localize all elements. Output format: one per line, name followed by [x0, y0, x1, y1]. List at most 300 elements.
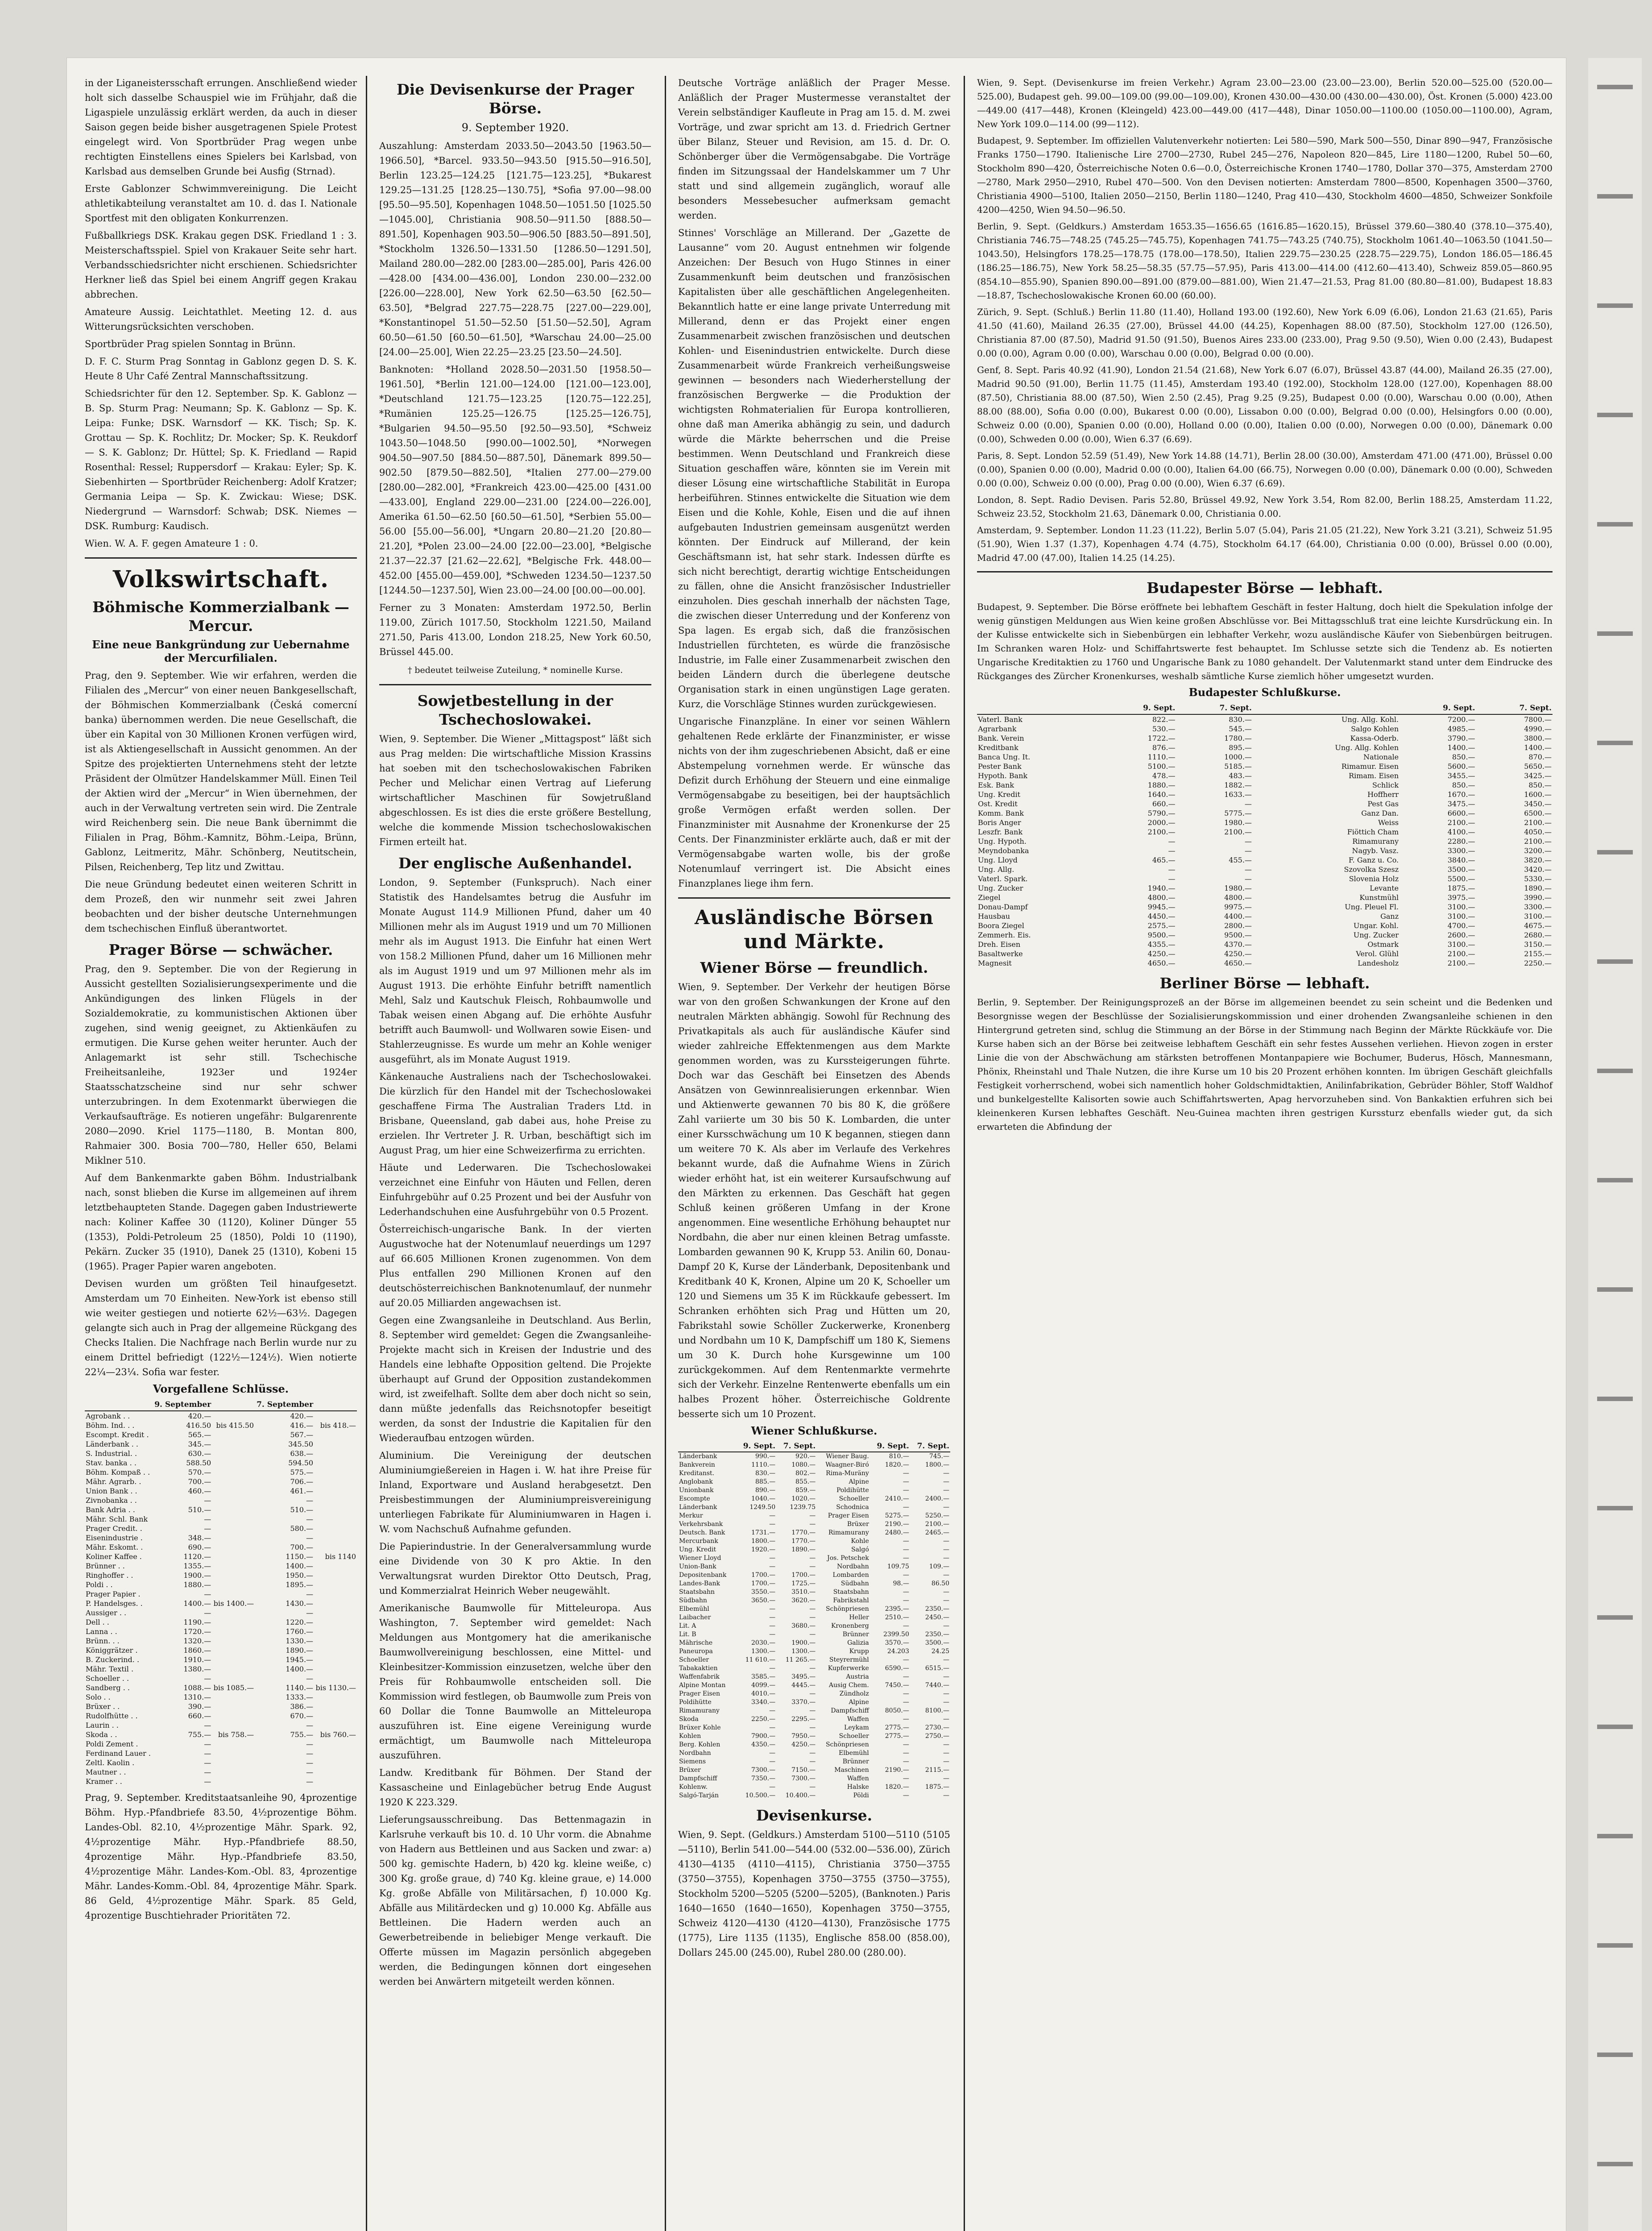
article-heading-vienna-exchange: Wiener Börse — freundlich. — [700, 959, 928, 976]
column-3 — [678, 76, 950, 1963]
table-cell: Slovenia Holz — [1349, 875, 1399, 883]
table-cell: — — [1168, 875, 1176, 883]
table-cell: Magnesit — [978, 959, 1012, 967]
table-cell: 11 610.— — [745, 1656, 776, 1663]
table-cell: 2000.— — [1147, 818, 1176, 827]
edge-text-mark — [1597, 741, 1633, 745]
article-heading-soviet: Sowjetbestellung in der Tschechoslowakei. — [417, 692, 613, 728]
table-row — [678, 1554, 950, 1563]
table-cell: — — [903, 1470, 909, 1477]
table-row — [678, 1681, 950, 1690]
table-cell: 5650.— — [1524, 762, 1552, 771]
table-cell — [212, 1674, 255, 1683]
table-cell: — — [769, 1614, 776, 1621]
table-cell: 3990.— — [1524, 893, 1552, 902]
closings-header — [212, 1399, 255, 1411]
table-cell: 6590.— — [885, 1665, 909, 1672]
table-cell: F. Ganz u. Co. — [1349, 856, 1399, 864]
table-cell — [314, 1599, 357, 1608]
table-cell — [212, 1439, 255, 1449]
table-cell: Lanna . . — [86, 1627, 117, 1636]
table-cell: — — [204, 1496, 211, 1505]
table-row — [678, 1622, 950, 1630]
devisen-paragraph-2: Banknoten: *Holland 2028.50—2031.50 [1958.50—1961.50], *Berlin 121.00—124.00 [121.00—123.00], *Deutschland 121.75—123.25 [120.75—122.25], *Rumänien 125.25—126.75 [125.25—126.75], *Bulgarien 94.50—95.50 [92.50—93.50], *Schweiz 1043.50—1048.50 [990.00—1002.50], *Norwegen 904.50—907.50 [884.50—887.50], Dänemark 899.50—902.50 [879.50—882.50], *Italien 277.00—279.00 [280.00—282.00], *Frankreich 423.00—425.00 [431.00—433.00], England 229.00—231.00 [224.00—226.00], Amerika 61.50—62.50 [60.50—61.50], *Serbien 55.00—56.00 [55.00—56.00], *Ungarn 20.80—21.20 [20.80—21.20], *Polen 23.00—24.00 [22.00—23.00], *Belgische 21.37—22.37 [21.62—22.62], *Belgische Frk. 448.00—452.00 [455.00—459.00], *Schweden 1234.50—1237.50 [1244.50—1237.50], Wien 23.00—24.00 [00.00—00.00]. — [379, 364, 651, 596]
table-cell: 3300.— — [1524, 903, 1552, 911]
table-row — [85, 1430, 357, 1439]
table-cell: — — [903, 1555, 909, 1562]
table-cell: Hausbau — [978, 912, 1010, 921]
table-row — [85, 1702, 357, 1711]
table-cell: Leszfr. Bank — [978, 828, 1023, 836]
table-cell — [212, 1430, 255, 1439]
table-cell: Länderbank — [679, 1453, 717, 1460]
table-cell: 706.— — [290, 1477, 314, 1486]
table-row — [85, 1608, 357, 1617]
table-row — [678, 1758, 950, 1766]
table-row — [85, 1749, 357, 1758]
table-row — [85, 1543, 357, 1552]
table-row — [678, 1546, 950, 1554]
table-row — [977, 827, 1553, 837]
table-cell: 3100.— — [1447, 940, 1475, 949]
table-cell: 345.— — [188, 1440, 211, 1448]
table-row — [678, 1469, 950, 1478]
table-cell: Salgó — [851, 1546, 869, 1553]
prague-paragraph-3: Devisen wurden um größten Teil hinaufgesetzt. Amsterdam um 70 Einheiten. New-York ist ebenso still wie weiter gestiegen und notierte 62½—63½. Dagegen gelangte sich auch in Prag der allgemeine Rückgang des Checks Italien. Die Nachfrage nach Berlin wurde nur zu einem Drittel befriedigt (122½—124½). Wien notierte 22¼—23¼. Sofia war fester. — [85, 1278, 357, 1377]
table-cell: Vaterl. Spark. — [978, 875, 1028, 883]
table-cell: — — [769, 1563, 776, 1570]
table-cell: Ung. Zucker — [1353, 931, 1399, 939]
table-cell: — — [903, 1478, 909, 1485]
table-cell: — — [306, 1496, 314, 1505]
table-cell: 1150.— — [286, 1552, 314, 1561]
table-cell — [314, 1627, 357, 1636]
table-cell: 2350.— — [925, 1631, 949, 1638]
table-row — [678, 1775, 950, 1783]
table-cell: 3570.— — [885, 1639, 909, 1646]
table-cell: — — [306, 1777, 314, 1786]
table-cell: — — [306, 1515, 314, 1523]
table-row — [678, 1647, 950, 1656]
table-cell: 11 265.— — [785, 1656, 816, 1663]
edge-text-mark — [1597, 1943, 1633, 1948]
table-cell: 6500.— — [1524, 809, 1552, 817]
prague-paragraph-2: Auf dem Bankenmarkte gaben Böhm. Industrialbank nach, sonst blieben die Kurse im allgemeinen auf ihrem letztbehaupteten Stande. Dagegen gaben Industriewerte nach: Koliner Kaffee 30 (1120), Koliner Dünger 55 (1353), Poldi-Petroleum 25 (1850), Poldi 10 (1190), Pekärn. Zucker 35 (1910), Danek 25 (1310), Kobeni 15 (1965). Prager Papier waren angeboten. — [85, 1173, 357, 1272]
table-cell: — — [204, 1758, 211, 1767]
table-cell: 6600.— — [1447, 809, 1475, 817]
edge-text-mark — [1597, 1397, 1633, 1401]
table-row — [85, 1655, 357, 1664]
table-cell: Ostmark — [1367, 940, 1399, 949]
table-cell: 859.— — [795, 1487, 816, 1494]
budapest-header: 7. Sept. — [1476, 703, 1553, 714]
table-cell: Kupferwerke — [828, 1665, 869, 1672]
table-row — [85, 1627, 357, 1636]
table-cell: 2155.— — [1524, 950, 1552, 958]
table-cell: 3100.— — [1447, 903, 1475, 911]
table-cell: 850.— — [1452, 753, 1475, 761]
table-cell: 1900.— — [183, 1571, 211, 1580]
table-cell: Galizia — [847, 1639, 869, 1646]
table-cell: 2100.— — [1447, 959, 1475, 967]
table-cell: Länderbank . . — [86, 1440, 138, 1448]
table-cell: Escompte — [679, 1495, 710, 1502]
article-heading-prague-exchange: Prager Börse — schwächer. — [108, 941, 333, 958]
section-heading-foreign-exchanges: Ausländische Börsen und Märkte. — [695, 906, 934, 953]
table-cell: Königgrätzer . — [86, 1646, 138, 1655]
table-cell: — — [306, 1721, 314, 1729]
table-cell: — — [903, 1716, 909, 1723]
table-row — [678, 1664, 950, 1673]
table-cell: 2510.— — [885, 1614, 909, 1621]
devisen-paragraph-1: Auszahlung: Amsterdam 2033.50—2043.50 [1963.50—1966.50], *Barcel. 933.50—943.50 [915.50—916.50], Berlin 123.25—124.25 [121.75—123.25], *Bukarest 129.25—131.25 [128.25—130.75], *Sofia 97.00—98.00 [95.50—95.50], Kopenhagen 1048.50—1051.50 [1025.50—1045.00], Christiania 908.50—911.50 [888.50—891.50], Kopenhagen 903.50—906.50 [883.50—891.50], *Stockholm 1326.50—1331.50 [1286.50—1291.50], Mailand 280.00—282.00 [283.00—285.00], Paris 426.00—428.00 [434.00—436.00], London 230.00—232.00 [226.00—228.00], New York 62.50—63.50 [62.50—63.50], *Belgrad 227.75—228.75 [227.00—229.00], *Konstantinopel 51.50—52.50 [51.50—52.50], Agram 60.50—61.50 [60.50—61.50], *Warschau 24.00—25.00 [24.00—25.00], Wien 22.25—23.25 [23.50—24.50]. — [379, 141, 651, 357]
table-cell: 98.— — [893, 1580, 909, 1587]
table-cell: Kramer . . — [86, 1777, 122, 1786]
table-cell — [212, 1571, 255, 1580]
table-row — [678, 1656, 950, 1664]
table-row — [85, 1589, 357, 1599]
trade-paragraph-9: Landw. Kreditbank für Böhmen. Der Stand der Kassascheine und Einlagebücher betrug Ende August 1920 K 223.329. — [379, 1767, 651, 1808]
table-row — [678, 1520, 950, 1529]
table-cell: 3800.— — [1524, 734, 1552, 742]
table-cell: 830.— — [755, 1470, 776, 1477]
edge-text-mark — [1597, 631, 1633, 636]
table-cell — [314, 1589, 357, 1599]
table-cell: Esk. Bank — [978, 781, 1014, 789]
table-row — [85, 1524, 357, 1533]
table-cell: Bank. Verein — [978, 734, 1024, 742]
table-cell: 416.50 — [186, 1421, 211, 1430]
table-cell: 700.— — [188, 1477, 211, 1486]
table-cell: 3820.— — [1524, 856, 1552, 864]
table-cell: 2190.— — [885, 1767, 909, 1774]
table-cell: Pöldi — [853, 1792, 869, 1799]
table-cell: 4985.— — [1447, 725, 1475, 733]
table-row — [678, 1639, 950, 1647]
table-cell: — — [943, 1775, 949, 1782]
table-cell: Unionbank — [679, 1487, 714, 1494]
table-cell: Verkehrsbank — [679, 1521, 723, 1528]
table-cell — [212, 1468, 255, 1477]
bank-paragraph-2: Die neue Gründung bedeutet einen weiteren Schritt in dem Prozeß, den wir nunmehr seit zwei Jahren beobachten und der bisher deutsche Unternehmungen dem tschechischen Einfluß überantwortet. — [85, 879, 357, 934]
table-cell: bis 1085.— — [213, 1684, 254, 1692]
table-cell: — — [306, 1740, 314, 1748]
budapest-header: 7. Sept. — [1176, 703, 1252, 714]
table-cell: 660.— — [1152, 800, 1176, 808]
table-cell: 4990.— — [1524, 725, 1552, 733]
table-cell: — — [204, 1721, 211, 1729]
sport-paragraph-8: Wien. W. A. F. gegen Amateure 1 : 0. — [85, 538, 258, 549]
table-cell: Alpine Montan — [679, 1682, 726, 1689]
table-row — [85, 1505, 357, 1514]
budapest-header: 9. Sept. — [1399, 703, 1476, 714]
table-cell: Schodnica — [836, 1504, 869, 1511]
table-cell: Rimamurany — [679, 1707, 720, 1714]
table-cell: — — [943, 1792, 949, 1799]
table-cell: Brünn. . . — [86, 1637, 120, 1645]
table-cell: 2100.— — [925, 1521, 949, 1528]
table-cell: 2680.— — [1524, 931, 1552, 939]
table-row — [678, 1588, 950, 1597]
table-cell: Fiöttich Cham — [1347, 828, 1399, 836]
table-cell: 850.— — [1452, 781, 1475, 789]
fx-paragraph-4: Zürich, 9. Sept. (Schluß.) Berlin 11.80 (11.40), Holland 193.00 (192.60), New York 6.09 (6.06), London 21.63 (21.65), Paris 41.50 (41.60), Mailand 26.35 (27.00), Brüssel 44.00 (44.25), Kopenhagen 88.00 (87.50), Stockholm 127.00 (126.50), Christiania 87.00 (87.50), Madrid 91.50 (91.50), Buenos Aires 233.00 (233.00), Prag 9.50 (9.50), Wien 0.00 (2.43), Budapest 0.00 (0.00), Agram 0.00 (0.00), Warschau 0.00 (0.00), Belgrad 0.00 (0.00). — [977, 307, 1553, 359]
table-cell: Levante — [1370, 884, 1399, 892]
table-cell — [314, 1664, 357, 1674]
table-cell: — — [204, 1674, 211, 1683]
table-cell: 4050.— — [1524, 828, 1552, 836]
table-cell — [314, 1477, 357, 1486]
table-cell: 890.— — [755, 1487, 776, 1494]
table-cell: 1330.— — [286, 1637, 314, 1645]
table-row — [85, 1646, 357, 1655]
table-cell: — — [809, 1665, 816, 1672]
table-cell: Banca Ung. It. — [978, 753, 1031, 761]
table-cell — [212, 1664, 255, 1674]
table-cell: 1400.— — [286, 1665, 314, 1673]
table-cell — [212, 1477, 255, 1486]
table-cell: — — [943, 1487, 949, 1494]
table-cell: — — [809, 1750, 816, 1757]
table-cell: — — [306, 1749, 314, 1758]
table-cell: Poldi . . — [86, 1580, 113, 1589]
table-row — [678, 1707, 950, 1715]
table-cell: Prager Eisen — [679, 1690, 720, 1697]
table-cell: 1640.— — [1147, 790, 1176, 799]
table-cell: 2115.— — [925, 1767, 949, 1774]
edge-text-mark — [1597, 959, 1633, 964]
table-cell: 1770.— — [791, 1529, 816, 1536]
table-cell: Anglobank — [679, 1478, 713, 1485]
table-cell: Schoeller . . — [86, 1674, 129, 1683]
table-row — [977, 958, 1553, 968]
table-cell: 4100.— — [1447, 828, 1475, 836]
edge-text-mark — [1597, 850, 1633, 854]
closings-body — [85, 1411, 357, 1786]
table-cell: Nationale — [1363, 753, 1399, 761]
table-row — [85, 1767, 357, 1777]
table-cell: Ung. Kredit — [978, 790, 1021, 799]
table-cell: 2465.— — [925, 1529, 949, 1536]
table-cell: Ferdinand Lauer . — [86, 1749, 151, 1758]
vienna-closing-body — [678, 1452, 950, 1800]
berlin-paragraph: Berlin, 9. September. Der Reinigungsprozeß an der Börse im allgemeinen beendet zu sein scheint und die Bedenken und Besorgnisse wegen der Beschlüsse der Sozialisierungskommission und einer drohenden Zwangsanleihe schienen in den Hintergrund getreten sind, schlug die Stimmung an der Börse in der Stimmung nach Beginn der Märkte Rückkäufe vor. Die Kurse haben sich an der Börse bei zeitweise lebhaftem Geschäft ein sehr festes Aussehen verliehen. Hievon zogen in erster Linie die von der Abschwächung am stärksten betroffenen Montanpapiere wie Bochumer, Buderus, Hösch, Mannesmann, Phönix, Rheinstahl und Thale Nutzen, die ihre Kurse um 10 bis 20 Prozent erhöhen konnten. Im übrigen Geschäft gleichfalls Festigkeit vorherrschend, wobei sich namentlich hoher Goldschmidtaktien, Anilinfabrikation, Gebrüder Böhler, Stoff Waldhof und bunkelgestellte Kalisorten sowie auch Schiffahrtswerten, Apag hervorzuheben sind. Von Bankaktien erfuhren sich bei kleinenkeren Kursen lebhaftes Geschäft. Neu-Guinea machten ihren gestrigen Kurssturz ebenfalls wieder gut, da sich erwarteten die Abfindung der — [977, 997, 1553, 1132]
table-cell: Kreditanst. — [679, 1470, 715, 1477]
table-cell: — — [809, 1758, 816, 1765]
table-row — [678, 1791, 950, 1800]
table-cell: 1430.— — [286, 1599, 314, 1608]
column-4 — [977, 76, 1553, 1136]
table-cell — [212, 1711, 255, 1721]
trade-paragraph-10: Lieferungsausschreibung. Das Bettenmagazin in Karlsruhe verkauft bis 10. d. 10 Uhr vorm. die Abnahme von Hadern aus Bettleinen und aus Sacken und zwar: a) 500 kg. gemischte Hadern, b) 420 kg. kleine weiße, c) 300 Kg. große graue, d) 740 Kg. kleine graue, e) 14.000 Kg. große Abfälle von Militärsachen, f) 10.000 Kg. Abfälle aus Militärdecken und g) 10.000 Kg. Abfälle aus Bettleinen. Die Hadern werden auch an Gewerbetreibende in beliebiger Menge verkauft. Die Offerte müssen im Magazin persönlich abgegeben werden, die Bedingungen können dort eingesehen werden bei Anwärtern mitgeteilt werden können. — [379, 1814, 651, 1987]
article-heading-berlin-exchange: Berliner Börse — lebhaft. — [1159, 975, 1370, 992]
table-row — [678, 1486, 950, 1495]
table-cell: 7800.— — [1524, 715, 1552, 724]
table-cell: Sandberg . . — [86, 1684, 130, 1692]
table-cell — [212, 1561, 255, 1571]
table-cell: 822.— — [1152, 715, 1176, 724]
table-cell: 2295.— — [791, 1716, 816, 1723]
table-cell: Rimamur. Eisen — [1341, 762, 1399, 771]
table-cell: Länderbank — [679, 1504, 717, 1511]
table-cell — [212, 1655, 255, 1664]
table-row — [678, 1749, 950, 1758]
table-row — [977, 809, 1553, 818]
table-cell: 670.— — [290, 1712, 314, 1720]
table-cell: 2250.— — [1524, 959, 1552, 967]
table-cell: 4250.— — [1147, 950, 1176, 958]
table-cell: — — [1244, 837, 1252, 846]
table-row — [85, 1730, 357, 1739]
table-cell: Siemens — [679, 1758, 706, 1765]
table-row — [678, 1766, 950, 1775]
table-cell: Ung. Allg. Kohlen — [1335, 743, 1399, 752]
table-cell: — — [943, 1555, 949, 1562]
table-cell: — — [943, 1470, 949, 1477]
table-cell: 1120.— — [183, 1552, 211, 1561]
table-row — [678, 1512, 950, 1520]
table-row — [85, 1711, 357, 1721]
table-cell: 2775.— — [885, 1733, 909, 1740]
table-cell: 3100.— — [1524, 912, 1552, 921]
table-cell: 4800.— — [1224, 893, 1252, 902]
closings-table — [85, 1399, 357, 1786]
table-cell: 1890.— — [286, 1646, 314, 1655]
table-cell: bis 1140 — [325, 1552, 356, 1561]
table-cell: 2575.— — [1147, 921, 1176, 930]
table-row — [977, 818, 1553, 827]
table-cell: Kohlen — [679, 1733, 701, 1740]
edge-text-mark — [1597, 1178, 1633, 1182]
table-cell: 1000.— — [1224, 753, 1252, 761]
table-cell: Vaterl. Bank — [978, 715, 1023, 724]
table-cell: — — [306, 1590, 314, 1598]
table-cell: 5775.— — [1224, 809, 1252, 817]
table-cell: 1400.— — [286, 1562, 314, 1570]
table-cell: Ganz Dan. — [1361, 809, 1399, 817]
table-cell: — — [769, 1750, 776, 1757]
bonds-paragraph: Prag, 9. September. Kreditstaatsanleihe 90, 4prozentige Böhm. Hyp.-Pfandbriefe 83.50, 4½prozentige Böhm. Landes-Obl. 82.10, 4½prozentige Mähr. Spark. 92, 4½prozentige Mähr. Hyp.-Pfandbriefe 88.50, 4prozentige Mähr. Hyp.-Pfandbriefe 83.50, 4½prozentige Mähr. Landes-Kom.-Obl. 83, 4prozentige Mähr. Landes-Komm.-Obl. 84, 4prozentige Mähr. Spark. 86 Geld, 4½prozentige Mähr. Spark. 85 Geld, 4prozentige Buschtiehrader Prioritäten 72. — [85, 1792, 357, 1921]
table-cell: 4250.— — [791, 1741, 816, 1748]
table-cell — [314, 1411, 357, 1421]
fx-paragraph-5: Genf, 8. Sept. Paris 40.92 (41.90), London 21.54 (21.68), New York 6.07 (6.07), Brüssel 43.87 (44.00), Mailand 26.35 (27.00), Madrid 90.50 (91.00), Berlin 11.75 (11.45), Amsterdam 193.40 (192.00), Stockholm 128.00 (127.00), Kopenhagen 88.00 (87.50), Christiania 88.00 (87.50), Wien 2.50 (2.45), Prag 9.25 (9.25), Budapest 0.00 (0.00), Warschau 0.00 (0.00), Athen 88.00 (88.00), Sofia 0.00 (0.00), Bukarest 0.00 (0.00), Lissabon 0.00 (0.00), Belgrad 0.00 (0.00), Helsingfors 0.00 (0.00), Schweiz 0.00 (0.00), Spanien 0.00 (0.00), Holland 0.00 (0.00), Italien 0.00 (0.00), Norwegen 0.00 (0.00), Dänemark 0.00 (0.00), Schweden 0.00 (0.00), Wien 6.37 (6.69). — [977, 365, 1553, 444]
divider — [379, 684, 651, 685]
table-cell — [212, 1496, 255, 1505]
table-row — [85, 1739, 357, 1749]
table-row — [977, 790, 1553, 799]
table-cell: — — [943, 1504, 949, 1511]
table-cell: Boris Anger — [978, 818, 1021, 827]
table-cell: Waffen — [847, 1775, 869, 1782]
table-cell: — — [1168, 865, 1176, 874]
table-row — [977, 912, 1553, 921]
table-cell: 3370.— — [791, 1699, 816, 1706]
table-cell: 1700.— — [751, 1572, 776, 1579]
table-cell: 594.50 — [288, 1459, 314, 1467]
table-cell: — — [903, 1572, 909, 1579]
article-heading-devisen: Die Devisenkurse der Prager Börse. — [397, 81, 634, 117]
fx-paragraph-8: Amsterdam, 9. September. London 11.23 (11.22), Berlin 5.07 (5.04), Paris 21.05 (21.22), New York 3.21 (3.21), Schweiz 51.95 (51.90), Wien 1.37 (1.37), Kopenhagen 4.74 (4.75), Stockholm 64.17 (64.00), Christiania 0.00 (0.00), Brüssel 0.00 (0.00), Madrid 47.00 (47.00), Italien 14.25 (14.25). — [977, 525, 1553, 563]
table-cell: Ung. Hypoth. — [978, 837, 1027, 846]
table-cell: 745.— — [929, 1453, 949, 1460]
table-row — [977, 893, 1553, 902]
table-cell: 3500.— — [1447, 865, 1475, 874]
table-cell: bis 758.— — [218, 1730, 254, 1739]
table-cell: Kunstmühl — [1359, 893, 1399, 902]
table-cell: Fabrikstahl — [833, 1597, 869, 1604]
table-cell: — — [943, 1741, 949, 1748]
table-row — [85, 1580, 357, 1589]
table-cell — [212, 1627, 255, 1636]
table-cell: Lit. A — [679, 1622, 696, 1630]
table-cell: 588.50 — [186, 1459, 211, 1467]
table-cell: 1882.— — [1224, 781, 1252, 789]
table-cell: — — [769, 1707, 776, 1714]
table-cell: 4010.— — [751, 1690, 776, 1697]
column-2 — [379, 76, 651, 1992]
table-cell: Laibacher — [679, 1614, 711, 1621]
table-row — [977, 762, 1553, 771]
table-cell — [212, 1617, 255, 1627]
table-cell: Maschinen — [834, 1767, 869, 1774]
table-cell: — — [943, 1588, 949, 1596]
table-cell: 2100.— — [1447, 818, 1475, 827]
section-heading-economy: Volkswirtschaft. — [112, 566, 329, 593]
table-cell: Poldi Zement . — [86, 1740, 138, 1748]
table-cell: 1950.— — [286, 1571, 314, 1580]
table-cell: — — [204, 1777, 211, 1786]
table-cell: — — [204, 1515, 211, 1523]
vienna-header-row — [678, 1441, 950, 1452]
table-row — [977, 902, 1553, 912]
table-cell: 3420.— — [1524, 865, 1552, 874]
table-row — [85, 1664, 357, 1674]
table-cell — [314, 1608, 357, 1617]
table-row — [85, 1552, 357, 1561]
fx-paragraph-2: Budapest, 9. September. Im offiziellen Valutenverkehr notierten: Lei 580—590, Mark 500—550, Dinar 890—947, Französische Franks 1750—1790. Italienische Lire 2700—2730, Rubel 245—276, Napoleon 820—845, Lire 1180—1200, Rubel 50—60, Stockholm 890—420, Österreichische Noten 0.6—0.0, Österreichische Kronen 1740—1780, Dollar 370—375, Amsterdam 2700—2780, Mark 2950—2910, Rubel 470—500. Von den Devisen notierten: Amsterdam 7800—8500, Kopenhagen 3500—3760, Christiania 4900—5100, Italien 2050—2150, Berlin 1180—1240, Prag 410—430, Stockholm 4600—4850, Schweizer Sonkfoile 4200—4250, Wien 94.50—96.50. — [977, 135, 1553, 215]
devisen-paragraph-3: Ferner zu 3 Monaten: Amsterdam 1972.50, Berlin 119.00, Zürich 1017.50, Stockholm 1221.50, Mailand 271.50, Paris 413.00, London 218.25, New York 60.50, Brüssel 445.00. — [379, 602, 651, 657]
table-cell: 2190.— — [885, 1521, 909, 1528]
vienna-header — [816, 1441, 870, 1452]
trade-paragraph-1: London, 9. September (Funkspruch). Nach einer Statistik des Handelsamtes betrug die Ausfuhr im Monate August 114.9 Millionen Pfund, daher um 40 Millionen mehr als im August 1919 und um 70 Millionen mehr als im August 1913. Die Einfuhr hat einen Wert von 158.2 Millionen Pfund, daher um 16 Millionen mehr als im August 1919 und um 97 Millionen mehr als im August 1913. Die erhöhte Einfuhr betrifft namentlich Mehl, Salz und Kautschuk Fleisch, Rohbaumwolle und Tabak weisen einen Abgang auf. Die erhöhte Ausfuhr betrifft auch Baumwoll- und Wollwaren sowie Eisen- und Stahlerzeugnisse. Es wurde um mehr an Kohle weniger ausgeführt, als im Monate August 1919. — [379, 877, 651, 1065]
table-cell: 1875.— — [925, 1783, 949, 1791]
table-cell: 345.50 — [288, 1440, 314, 1448]
table-cell: — — [306, 1768, 314, 1776]
table-cell: 1895.— — [286, 1580, 314, 1589]
table-cell: Zemmerh. Eis. — [978, 931, 1031, 939]
table-cell: Weiss — [1378, 818, 1399, 827]
table-cell: Dampfschiff — [831, 1707, 869, 1714]
table-cell: Brünner . . — [86, 1562, 125, 1570]
table-cell: 4675.— — [1524, 921, 1552, 930]
column-1 — [85, 76, 357, 1926]
table-cell: Union-Bank — [679, 1563, 716, 1570]
table-cell: 3425.— — [1524, 771, 1552, 780]
table-cell: Bankverein — [679, 1461, 715, 1468]
table-cell: 1333.— — [286, 1693, 314, 1701]
divider — [678, 897, 950, 899]
table-cell: 2250.— — [751, 1716, 776, 1723]
table-row — [977, 874, 1553, 883]
table-cell: Ung. Pleuel Fl. — [1345, 903, 1399, 911]
table-cell — [314, 1777, 357, 1786]
vienna-header: 7. Sept. — [910, 1441, 950, 1452]
fx-paragraph-1: Wien, 9. Sept. (Devisenkurse im freien Verkehr.) Agram 23.00—23.00 (23.00—23.00), Berlin 520.00—525.00 (520.00—525.00), Budapest geh. 99.00—109.00 (99.00—109.00), Kronen 430.00—430.00 (430.00—430.00), Öst. Kronen (5.000) 423.00—449.00 (417—448), Kronen (Kleingeld) 423.00—449.00 (417—448), Dinar 1050.00—1100.00 (1050.00—1100.00), Agram, New York 109.0—114.00 (99—112). — [977, 77, 1553, 129]
table-row — [678, 1461, 950, 1469]
table-cell — [314, 1496, 357, 1505]
article-heading-trade: Der englische Außenhandel. — [398, 854, 632, 872]
table-cell: Alpine — [849, 1478, 869, 1485]
